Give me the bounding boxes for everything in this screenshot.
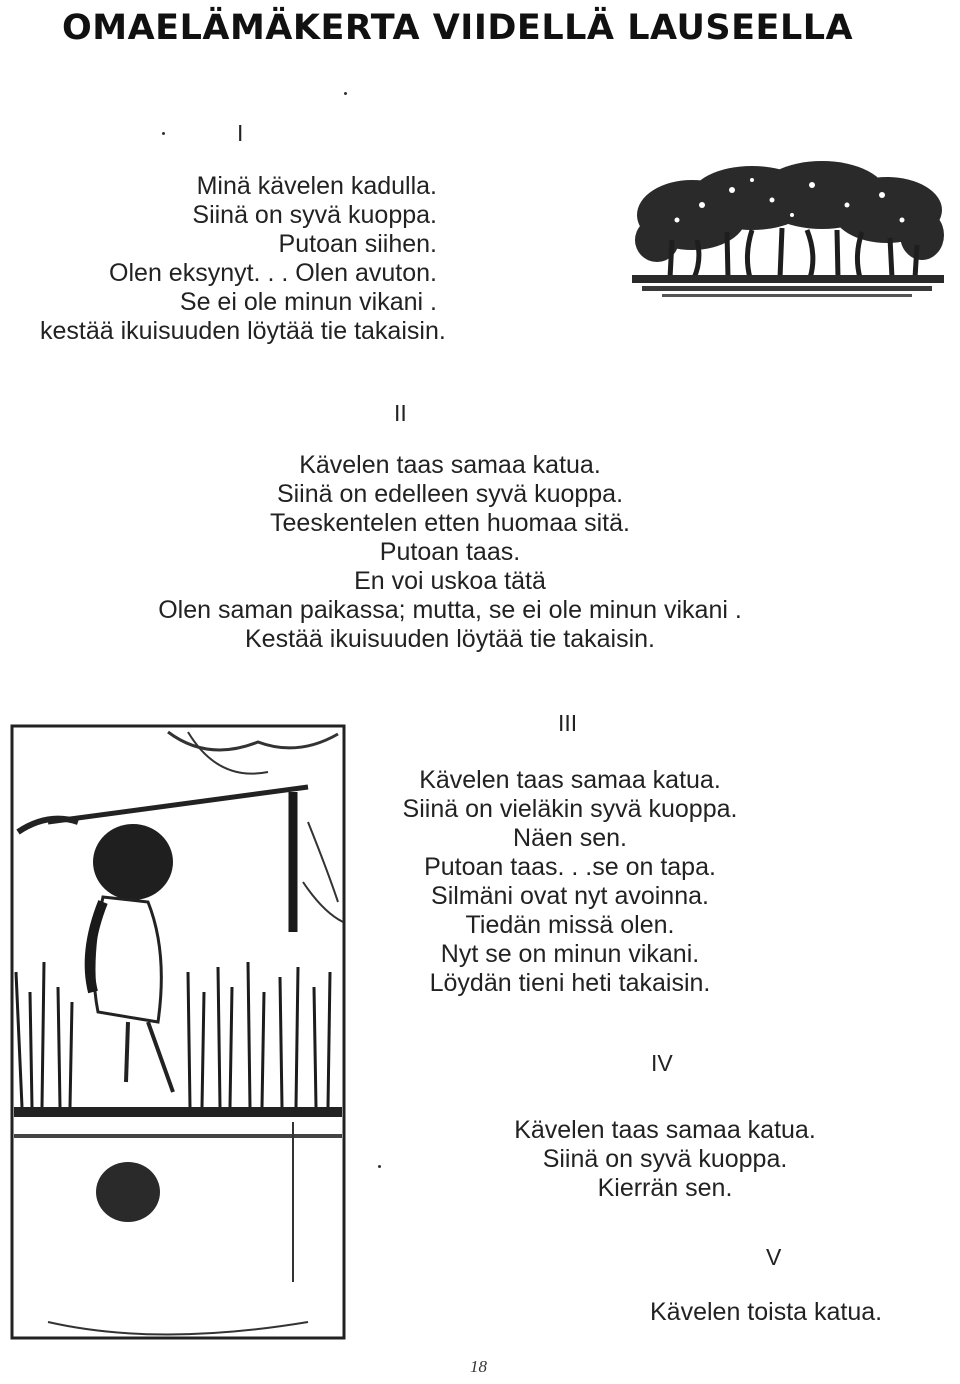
stanza-line: Nyt se on minun vikani.	[440, 940, 700, 968]
girl-by-water-illustration-icon	[8, 722, 348, 1342]
stanza-line: Siinä on syvä kuoppa.	[192, 201, 437, 229]
chapter-1-numeral: I	[237, 120, 244, 146]
chapter-3-stanza	[370, 766, 770, 998]
chapter-3-numeral: III	[558, 710, 578, 736]
stanza-line: Siinä on edelleen syvä kuoppa.	[276, 480, 624, 508]
stanza-line: Putoan taas.	[379, 538, 521, 566]
stanza-line: Näen sen.	[513, 824, 627, 852]
chapter-4-stanza	[500, 1116, 830, 1203]
stanza-line: Se ei ole minun vikani .	[179, 288, 437, 316]
stanza-line: Kävelen taas samaa katua.	[299, 451, 601, 479]
chapter-1-stanza	[40, 172, 446, 346]
stanza-line: Minä kävelen kadulla.	[196, 172, 437, 200]
chapter-5-numeral: V	[766, 1244, 782, 1270]
stanza-line: Kestää ikuisuuden löytää tie takaisin.	[245, 625, 655, 653]
stanza-line: Siinä on vieläkin syvä kuoppa.	[402, 795, 738, 823]
stanza-line: Putoan taas. . .se on tapa.	[424, 853, 716, 881]
stanza-line: Silmäni ovat nyt avoinna.	[431, 882, 709, 910]
chapter-2-numeral: II	[394, 400, 407, 426]
chapter-5-stanza	[650, 1298, 910, 1327]
scan-speck	[162, 132, 165, 135]
stanza-line: Tiedän missä olen.	[465, 911, 675, 939]
stanza-line: Siinä on syvä kuoppa.	[542, 1145, 788, 1173]
chapter-4-numeral: IV	[651, 1050, 673, 1076]
stanza-line: Löydän tieni heti takaisin.	[429, 969, 711, 997]
stanza-line: En voi uskoa tätä	[354, 567, 546, 595]
stanza-line: Kierrän sen.	[597, 1174, 733, 1202]
stanza-line: Kävelen taas samaa katua.	[419, 766, 721, 794]
stanza-line: Putoan siihen.	[278, 230, 437, 258]
page-number: 18	[470, 1357, 487, 1376]
stanza-line: Kävelen toista katua.	[650, 1298, 883, 1326]
page-title: OMAELÄMÄKERTA VIIDELLÄ LAUSEELLA	[62, 8, 854, 48]
stanza-line: Olen eksynyt. . . Olen avuton.	[109, 259, 437, 287]
scan-speck	[378, 1165, 381, 1168]
stanza-line: Olen saman paikassa; mutta, se ei ole minun vikani .	[158, 596, 742, 624]
stanza-line: Teeskentelen etten huomaa sitä.	[270, 509, 630, 537]
tree-grove-illustration-icon	[632, 160, 944, 305]
stanza-line: Kävelen taas samaa katua.	[514, 1116, 816, 1144]
stanza-line: kestää ikuisuuden löytää tie takaisin.	[40, 317, 446, 345]
scan-speck	[344, 92, 347, 95]
chapter-2-stanza	[60, 451, 840, 654]
